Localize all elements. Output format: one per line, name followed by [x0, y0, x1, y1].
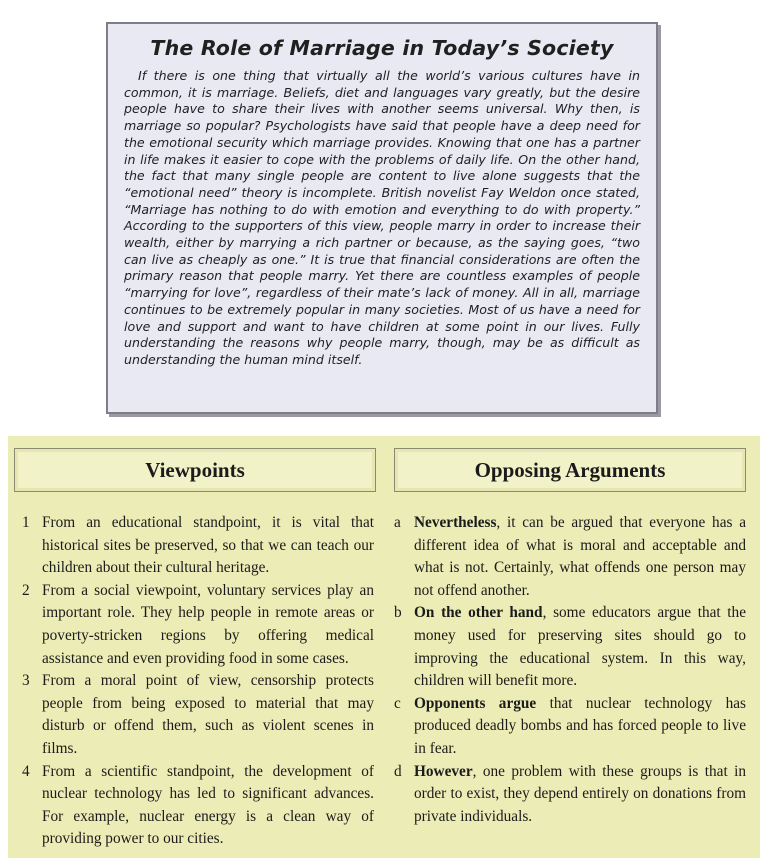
argument-text: , one problem with these groups is that in order to exist, they depend entirely on donations from private individuals.: [414, 762, 746, 825]
article-box: [106, 22, 658, 414]
viewpoint-item: [22, 580, 374, 670]
viewpoint-item: [22, 670, 374, 760]
item-marker: b: [394, 604, 402, 622]
viewpoints-header: Viewpoints: [14, 448, 376, 492]
item-text: From a moral point of view, censorship protects people from being exposed to material that may disturb or offend them, such as violent scenes in films.: [42, 672, 374, 757]
argument-item: [394, 602, 746, 692]
item-marker: a: [394, 514, 401, 531]
linking-phrase: However: [414, 762, 473, 780]
linking-phrase: Opponents argue: [414, 694, 537, 712]
opposing-arguments-list: [394, 512, 746, 828]
item-marker: 2: [22, 581, 30, 599]
item-marker: c: [394, 694, 401, 712]
argument-item: [394, 761, 746, 829]
item-marker: d: [394, 762, 402, 780]
item-text: [414, 512, 746, 602]
exercise-panel: [8, 436, 760, 858]
argument-item: [394, 693, 746, 761]
opposing-arguments-header: Opposing Arguments: [394, 448, 746, 492]
argument-text: , some educators argue that the money used for preserving sites should go to improving the educational system. In this way, children will benefit more.: [414, 604, 746, 690]
item-text: From a social viewpoint, voluntary services play an important role. They help people in remote areas or poverty-stricken regions by offering medical assistance and even providing food in some cases.: [42, 581, 374, 667]
viewpoint-item: [22, 512, 374, 580]
item-marker: 3: [22, 672, 30, 690]
linking-phrase: Nevertheless: [414, 514, 497, 531]
item-text: From a scientific standpoint, the development of nuclear technology has led to significant advances. For example, nuclear energy is a clean way of providing power to our cities.: [42, 762, 374, 848]
argument-text: , it can be argued that everyone has a different idea of what is moral and acceptable and what is not. Certainly, what offends one person may not offend another.: [414, 514, 746, 599]
argument-text: that nuclear technology has produced deadly bombs and has forced people to live in fear.: [414, 694, 747, 757]
item-text: [414, 693, 746, 761]
item-text: [414, 602, 746, 692]
viewpoints-list: [22, 512, 374, 851]
article-body: If there is one thing that virtually all the world’s various cultures have in common, it is marriage. Beliefs, diet and languages vary greatly, but the desire people have to share their lives with another seems universal. Why then, is marriage so popular? Psychologists have said that people have a deep need for the emotional security which marriage provides. Knowing that one has a partner in life makes it easier to cope with the problems of daily life. On the other hand, the fact that many single people are content to live alone suggests that the “emotional need” theory is incomplete. British novelist Fay Weldon once stated, “Marriage has nothing to do with emotion and everything to do with property.” According to the supporters of this view, people marry in order to increase their wealth, either by marrying a rich partner or because, as the saying goes, “two can live as cheaply as one.” It is true that financial considerations are often the primary reason that people marry. Yet there are countless examples of people “marrying for love”, regardless of their mate’s lack of money. All in all, marriage continues to be extremely popular in many societies. Most of us have a need for love and support and want to have children at some point in our lives. Fully understanding the reasons why people marry, though, may be as difficult as understanding the human mind itself.: [124, 68, 640, 367]
argument-item: [394, 512, 746, 602]
linking-phrase: On the other hand: [414, 604, 543, 622]
item-marker: 1: [22, 514, 30, 531]
viewpoint-item: [22, 761, 374, 851]
item-text: From an educational standpoint, it is vital that historical sites be preserved, so that we can teach our children about their cultural heritage.: [42, 514, 374, 577]
article-title: The Role of Marriage in Today’s Society: [150, 36, 614, 60]
item-text: [414, 761, 746, 829]
item-marker: 4: [22, 762, 30, 780]
